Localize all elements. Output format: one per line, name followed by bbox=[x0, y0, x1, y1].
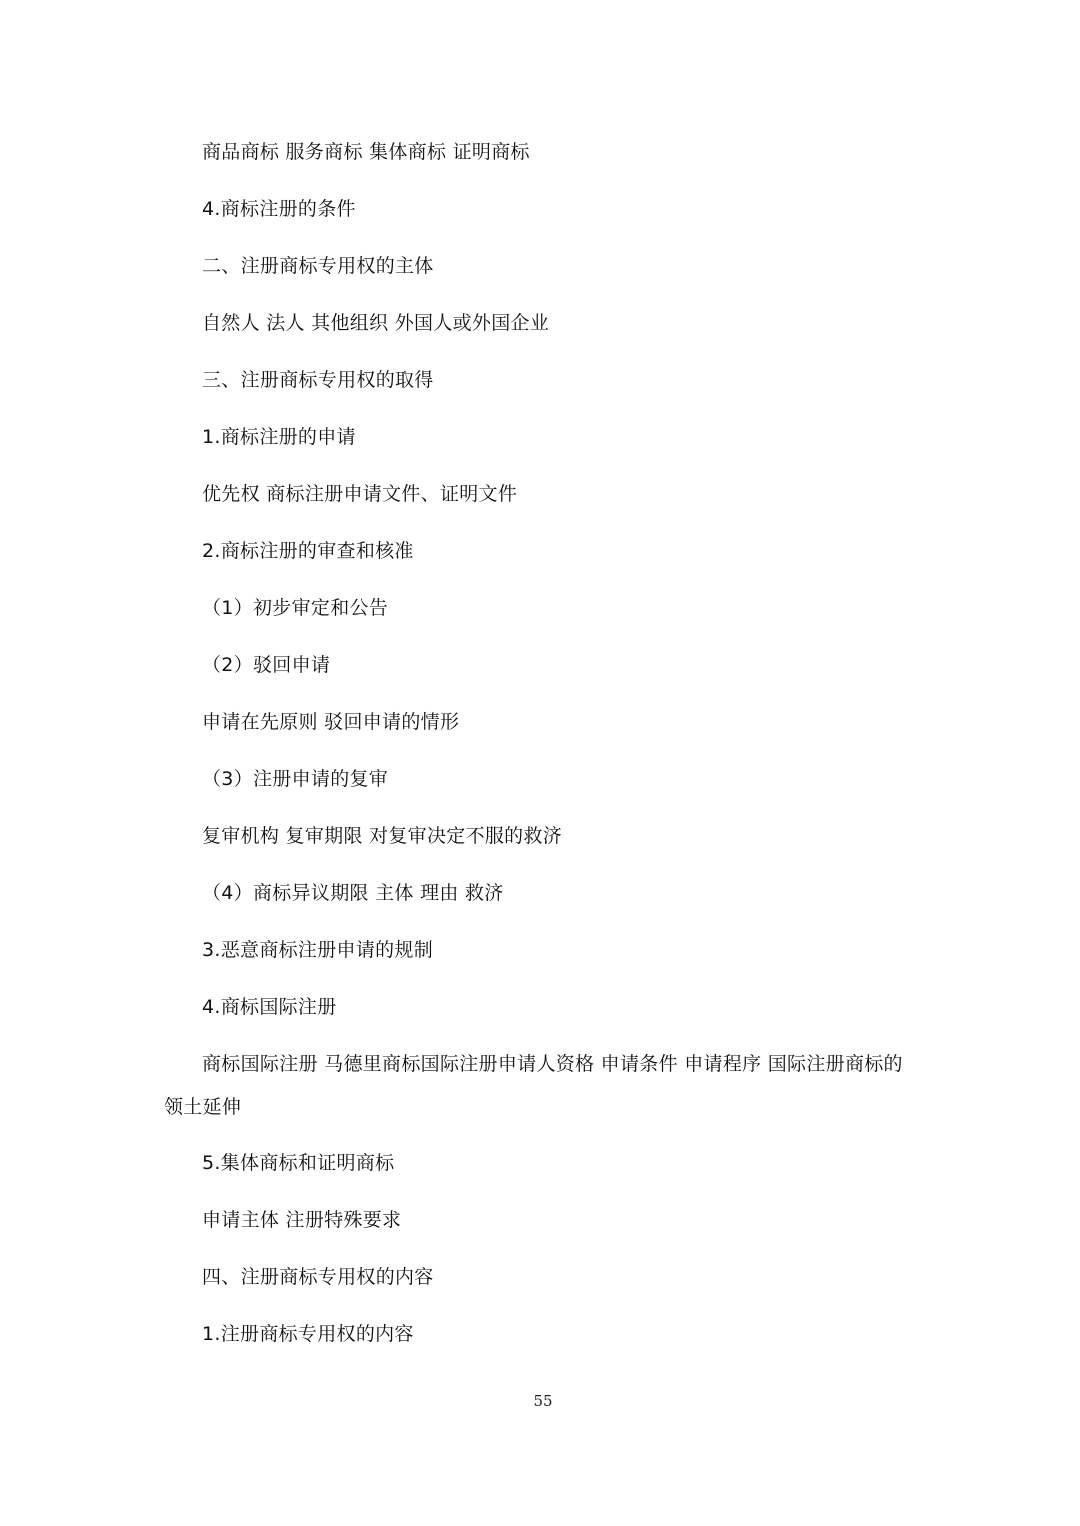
subheading-preliminary-review: （1）初步审定和公告 bbox=[202, 597, 389, 619]
heading-registration-conditions: 4.商标注册的条件 bbox=[202, 198, 356, 220]
heading-exclusive-right-content: 1.注册商标专用权的内容 bbox=[202, 1323, 414, 1345]
subheading-rejection: （2）驳回申请 bbox=[202, 654, 331, 676]
text-line-priority: 优先权 商标注册申请文件、证明文件 bbox=[202, 483, 518, 505]
text-line-applicant-requirements: 申请主体 注册特殊要求 bbox=[202, 1209, 402, 1231]
heading-international-registration: 4.商标国际注册 bbox=[202, 996, 337, 1018]
text-line-subjects: 自然人 法人 其他组织 外国人或外国企业 bbox=[202, 312, 550, 334]
subheading-review: （3）注册申请的复审 bbox=[202, 768, 389, 790]
section-heading-content: 四、注册商标专用权的内容 bbox=[202, 1266, 434, 1288]
heading-examination-approval: 2.商标注册的审查和核准 bbox=[202, 540, 414, 562]
text-line-territorial-extension: 领土延伸 bbox=[164, 1096, 242, 1118]
heading-collective-certification: 5.集体商标和证明商标 bbox=[202, 1152, 395, 1174]
heading-bad-faith-registration: 3.恶意商标注册申请的规制 bbox=[202, 939, 434, 961]
text-line-first-to-file: 申请在先原则 驳回申请的情形 bbox=[202, 711, 460, 733]
page-number: 55 bbox=[533, 1392, 553, 1410]
subheading-opposition: （4）商标异议期限 主体 理由 救济 bbox=[202, 882, 504, 904]
text-line-review-body: 复审机构 复审期限 对复审决定不服的救济 bbox=[202, 825, 563, 847]
text-line-trademark-types: 商品商标 服务商标 集体商标 证明商标 bbox=[202, 141, 530, 163]
section-heading-subject: 二、注册商标专用权的主体 bbox=[202, 255, 434, 277]
text-line-madrid-system: 商标国际注册 马德里商标国际注册申请人资格 申请条件 申请程序 国际注册商标的 bbox=[202, 1053, 903, 1075]
section-heading-acquisition: 三、注册商标专用权的取得 bbox=[202, 369, 434, 391]
heading-registration-application: 1.商标注册的申请 bbox=[202, 426, 356, 448]
